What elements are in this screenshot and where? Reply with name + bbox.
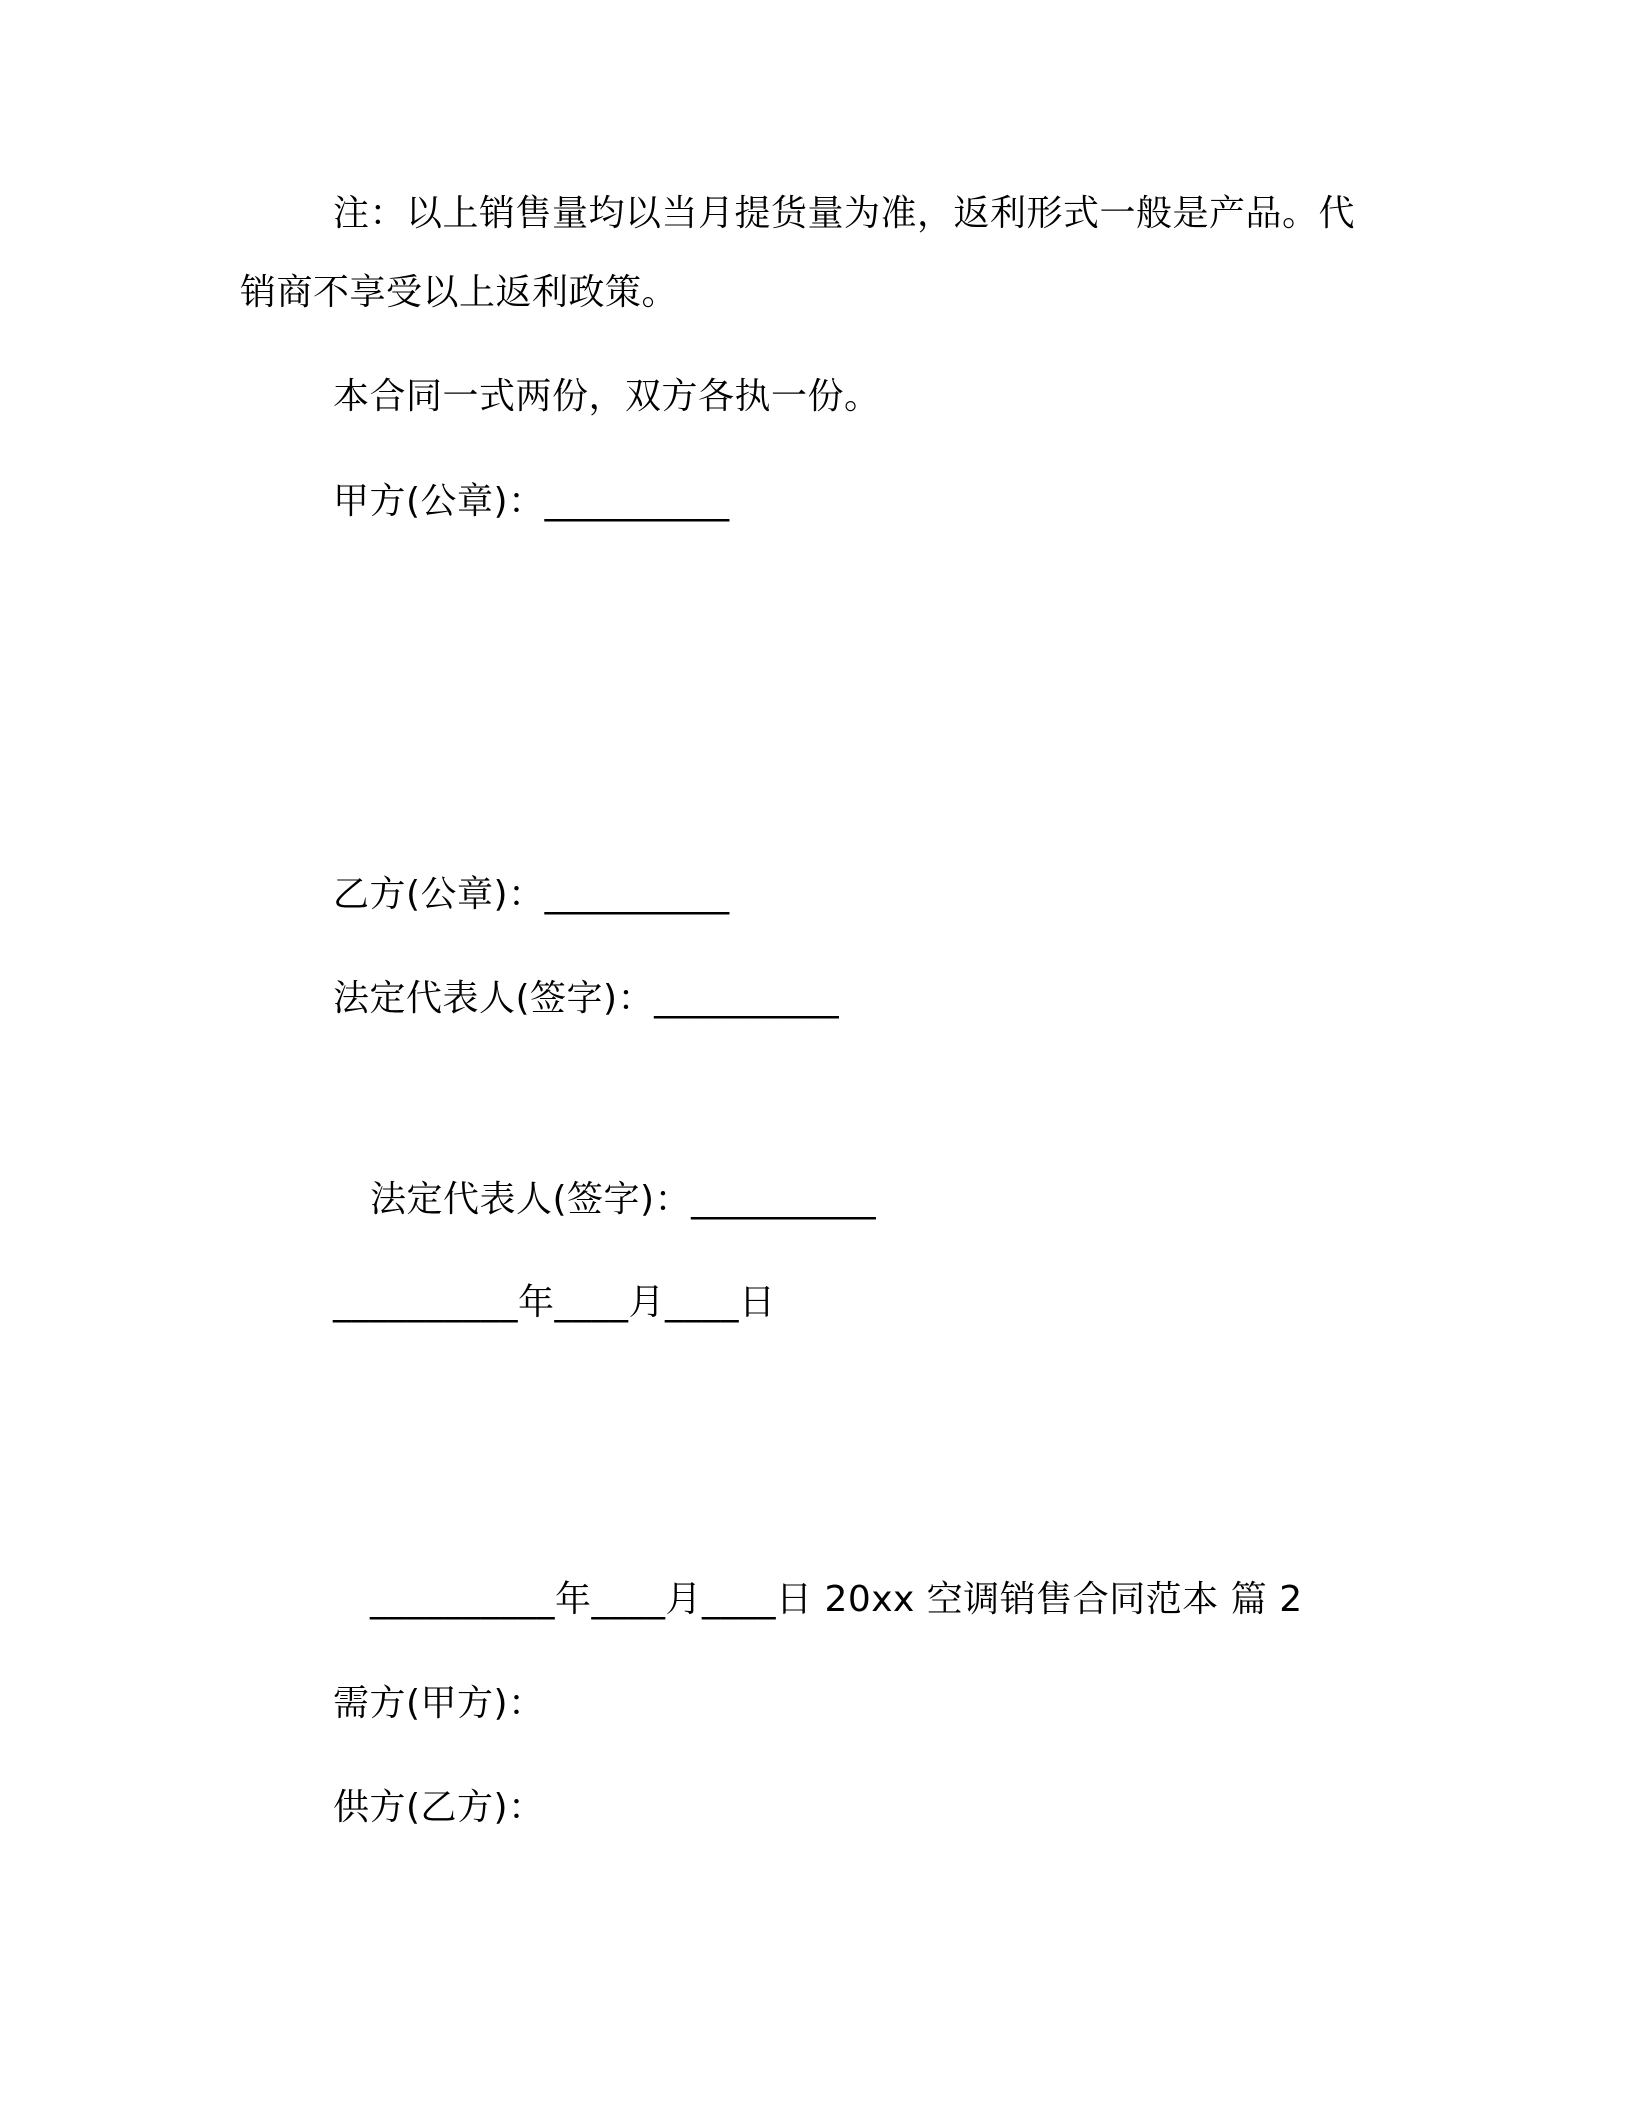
buyer-line: 需方(甲方)： <box>333 1683 545 1724</box>
legal-representative-line-2: 法定代表人(签字)：__________ <box>370 1179 877 1220</box>
date-line-2-and-section-title: __________年____月____日 20xx 空调销售合同范本 篇 2 <box>370 1579 1303 1620</box>
party-b-seal-line: 乙方(公章)：__________ <box>333 874 730 915</box>
supplier-line: 供方(乙方)： <box>333 1787 545 1828</box>
note-line-2: 销商不享受以上返利政策。 <box>240 272 679 313</box>
note-line-1: 注：以上销售量均以当月提货量为准，返利形式一般是产品。代 <box>333 193 1356 234</box>
date-line-1: __________年____月____日 <box>333 1282 776 1323</box>
party-a-seal-line: 甲方(公章)：__________ <box>333 481 730 522</box>
copies-statement: 本合同一式两份，双方各执一份。 <box>333 376 881 417</box>
legal-representative-line-1: 法定代表人(签字)：__________ <box>333 978 840 1019</box>
